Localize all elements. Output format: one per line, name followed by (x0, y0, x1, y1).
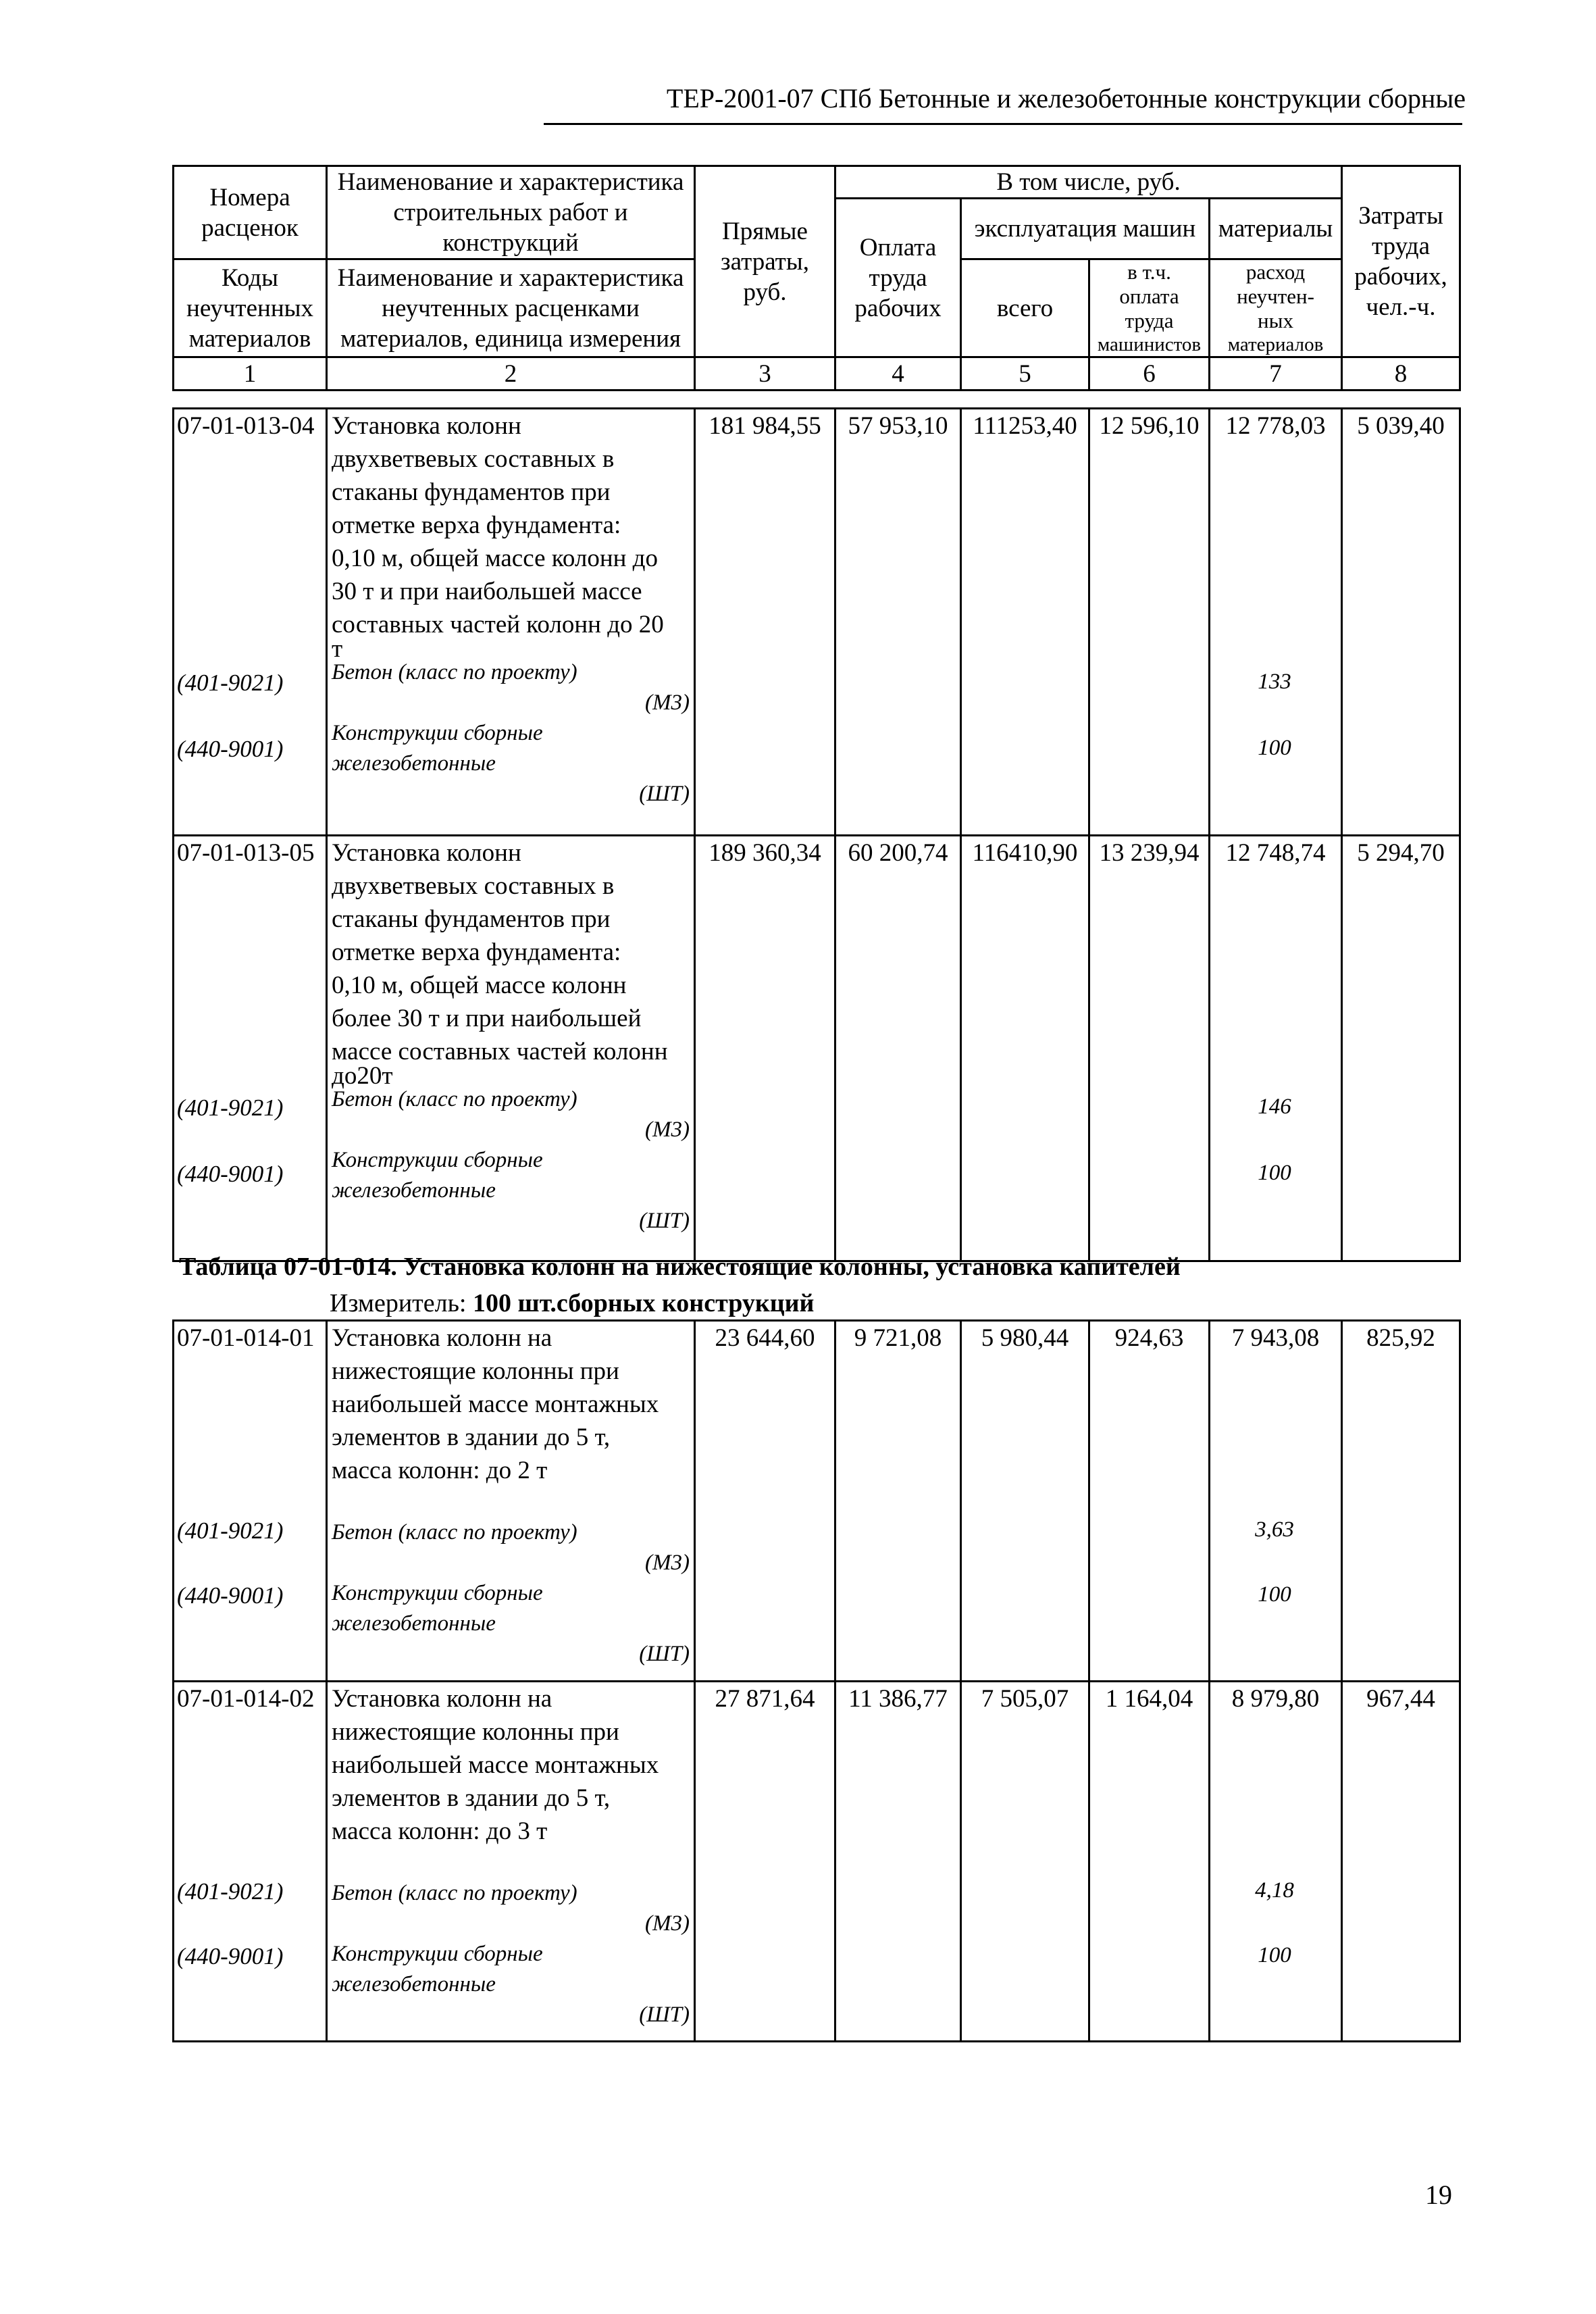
rate-code-cell: 07-01-014-01 (401-9021) (440-9001) (174, 1321, 327, 1682)
rate-name-cell: Установка колонн на нижестоящие колонны при наибольшей массе монтажных элементов в здании до 5 т, масса колонн: до 2 т Бетон (класс по проекту) (М3) Конструкции сборные железобетонные (ШТ) (327, 1321, 695, 1682)
col-number: 5 (961, 357, 1089, 391)
table-meter: Измеритель: 100 шт.сборных конструкций (330, 1289, 815, 1317)
col4-header: Оплата труда рабочих (835, 199, 961, 357)
document-title: ТЕР-2001-07 СПб Бетонные и железобетонные конструкции сборные (666, 83, 1466, 114)
operators-cost-cell: 924,63 (1089, 1321, 1210, 1682)
materials-cost-cell: 7 943,08 3,63 100 (1210, 1321, 1342, 1682)
machines-cost-cell: 111253,40 (961, 409, 1089, 836)
col5-header: всего (961, 259, 1089, 357)
labor-hours-cell: 825,92 (1342, 1321, 1460, 1682)
machines-header: эксплуатация машин (961, 199, 1210, 259)
col1-top-header: Номера расценок (174, 166, 327, 259)
labor-hours-cell: 5 039,40 (1342, 409, 1460, 836)
col3-header: Прямые затраты, руб. (695, 166, 835, 357)
table-row (174, 1682, 1460, 2042)
labor-cost-cell: 9 721,08 (835, 1321, 961, 1682)
labor-cost-cell: 60 200,74 (835, 836, 961, 1261)
col2-bottom-header: Наименование и характеристика неучтенных расценками материалов, единица измерения (327, 259, 695, 357)
machines-cost-cell: 5 980,44 (961, 1321, 1089, 1682)
col6-header: в т.ч. оплата труда машинистов (1089, 259, 1210, 357)
materials-cost-cell: 12 778,03 133 100 (1210, 409, 1342, 836)
col7-header: расход неучтен- ных материалов (1210, 259, 1342, 357)
col-number: 1 (174, 357, 327, 391)
col2-top-header: Наименование и характеристика строительных работ и конструкций (327, 166, 695, 259)
materials-cost-cell: 8 979,80 4,18 100 (1210, 1682, 1342, 2042)
direct-cost-cell: 27 871,64 (695, 1682, 835, 2042)
materials-cost-cell: 12 748,74 146 100 (1210, 836, 1342, 1261)
machines-cost-cell: 7 505,07 (961, 1682, 1089, 2042)
direct-cost-cell: 181 984,55 (695, 409, 835, 836)
page-number: 19 (1425, 2180, 1452, 2210)
operators-cost-cell: 12 596,10 (1089, 409, 1210, 836)
rate-name-cell: Установка колонн на нижестоящие колонны при наибольшей массе монтажных элементов в здании до 5 т, масса колонн: до 3 т Бетон (класс по проекту) (М3) Конструкции сборные железобетонные (ШТ) (327, 1682, 695, 2042)
col8-header: Затраты труда рабочих, чел.-ч. (1342, 166, 1460, 357)
operators-cost-cell: 13 239,94 (1089, 836, 1210, 1261)
column-header-table (172, 165, 1461, 391)
rate-name-cell: Установка колонн двухветвевых составных в стаканы фундаментов при отметке верха фундамента: 0,10 м, общей массе колонн более 30 т и при наибольшей массе составных частей колонн до20т Бетон (класс по проекту) (М3) Конструкции сборные железобетонные (ШТ) (327, 836, 695, 1261)
col-number: 8 (1342, 357, 1460, 391)
rates-table-014 (172, 1319, 1461, 2042)
materials-header: материалы (1210, 199, 1342, 259)
rate-code-cell: 07-01-013-04 (401-9021) (440-9001) (174, 409, 327, 836)
rate-code-cell: 07-01-014-02 (401-9021) (440-9001) (174, 1682, 327, 2042)
table-row (174, 1321, 1460, 1682)
direct-cost-cell: 189 360,34 (695, 836, 835, 1261)
col-number: 2 (327, 357, 695, 391)
rates-table-013 (172, 407, 1461, 1262)
machines-cost-cell: 116410,90 (961, 836, 1089, 1261)
operators-cost-cell: 1 164,04 (1089, 1682, 1210, 2042)
col-number: 6 (1089, 357, 1210, 391)
header-rule (544, 123, 1462, 125)
col-number: 3 (695, 357, 835, 391)
table-title: Таблица 07-01-014. Установка колонн на нижестоящие колонны, установка капителей (179, 1253, 1181, 1281)
direct-cost-cell: 23 644,60 (695, 1321, 835, 1682)
labor-hours-cell: 5 294,70 (1342, 836, 1460, 1261)
col-number: 4 (835, 357, 961, 391)
labor-hours-cell: 967,44 (1342, 1682, 1460, 2042)
labor-cost-cell: 11 386,77 (835, 1682, 961, 2042)
labor-cost-cell: 57 953,10 (835, 409, 961, 836)
rate-code-cell: 07-01-013-05 (401-9021) (440-9001) (174, 836, 327, 1261)
col-number: 7 (1210, 357, 1342, 391)
group-header: В том числе, руб. (835, 166, 1342, 199)
table-row (174, 836, 1460, 1261)
rate-name-cell: Установка колонн двухветвевых составных в стаканы фундаментов при отметке верха фундамента: 0,10 м, общей массе колонн до 30 т и при наибольшей массе составных частей колонн до 20 т Бетон (класс по проекту) (М3) Конструкции сборные железобетонные (ШТ) (327, 409, 695, 836)
table-row (174, 409, 1460, 836)
col1-bottom-header: Коды неучтенных материалов (174, 259, 327, 357)
